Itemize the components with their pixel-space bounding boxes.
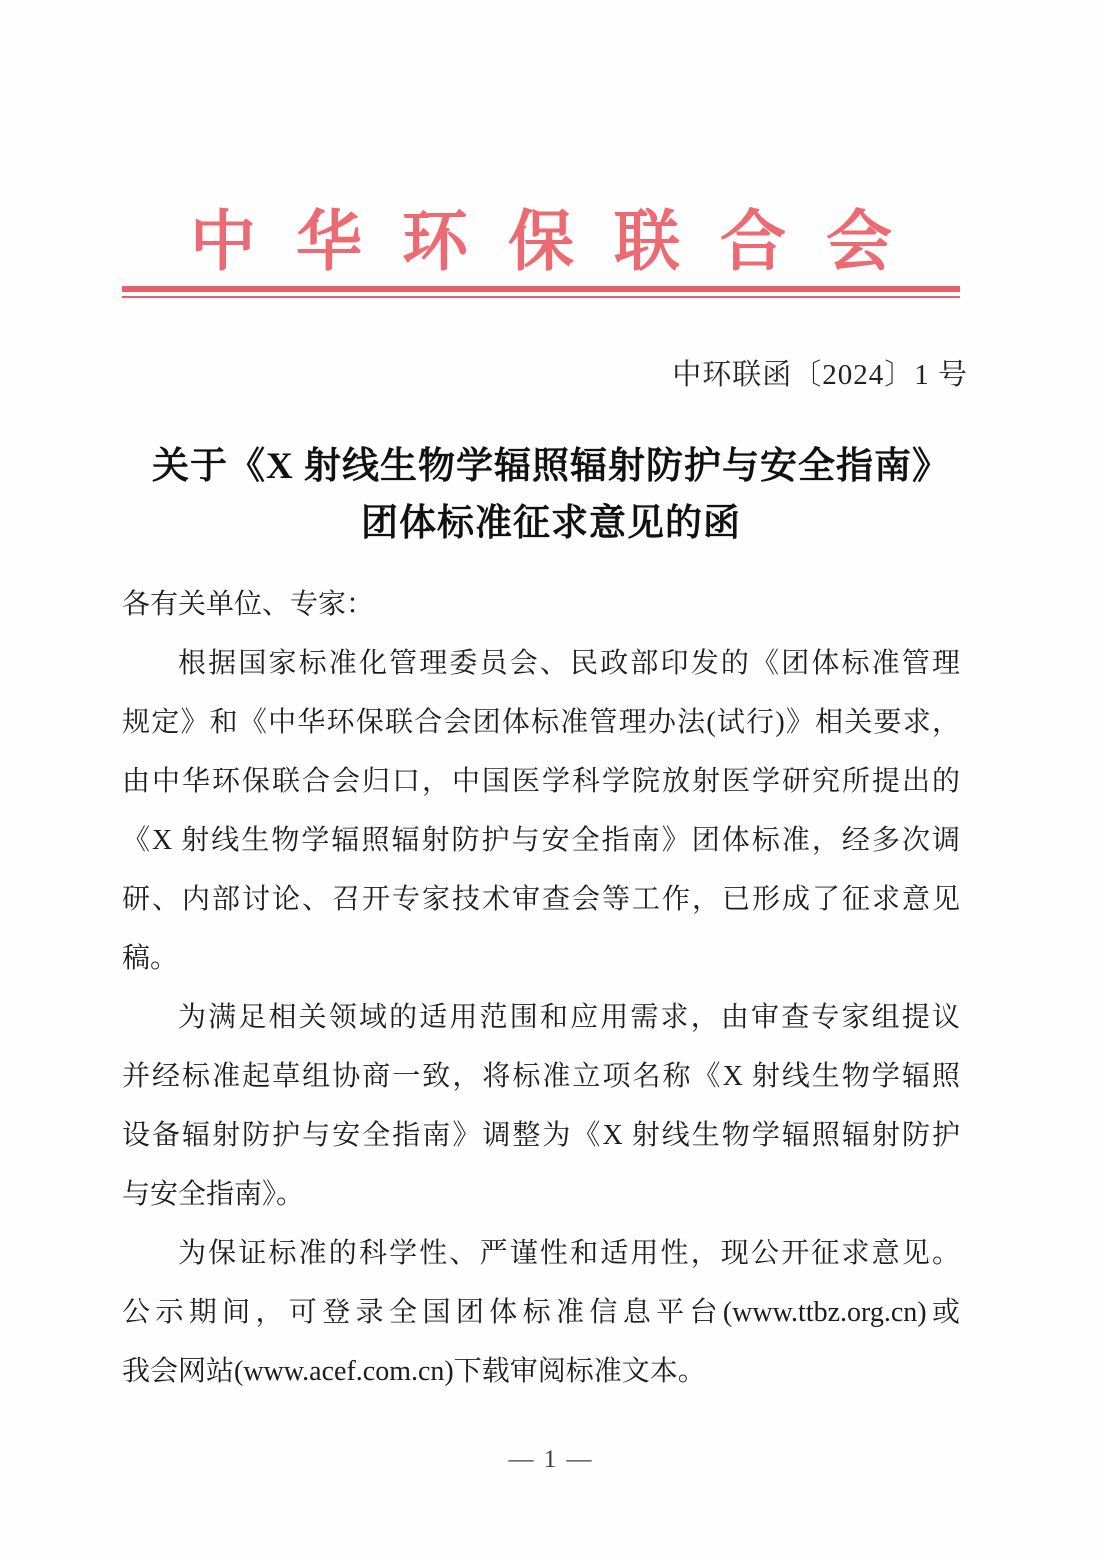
body-line: 设备辐射防护与安全指南》调整为《X 射线生物学辐照辐射防护 bbox=[122, 1120, 960, 1151]
body-line: 公示期间，可登录全国团体标准信息平台(www.ttbz.org.cn)或 bbox=[122, 1297, 960, 1328]
body-line: 为保证标准的科学性、严谨性和适用性，现公开征求意见。 bbox=[178, 1238, 960, 1269]
body-line: 由中华环保联合会归口，中国医学科学院放射医学研究所提出的 bbox=[122, 766, 960, 797]
body-line: 根据国家标准化管理委员会、民政部印发的《团体标准管理 bbox=[178, 648, 960, 679]
body-line: 研、内部讨论、召开专家技术审查会等工作，已形成了征求意见 bbox=[122, 884, 960, 915]
letterhead-org-name: 中华环保联合会 bbox=[190, 206, 932, 279]
document-title-line-2: 团体标准征求意见的函 bbox=[361, 503, 741, 544]
body-line: 并经标准起草组协商一致，将标准立项名称《X 射线生物学辐照 bbox=[122, 1061, 960, 1092]
document-title-line-1: 关于《X 射线生物学辐照辐射防护与安全指南》 bbox=[152, 446, 950, 487]
letterhead-double-rule bbox=[122, 286, 960, 298]
body-line: 我会网站(www.acef.com.cn)下载审阅标准文本。 bbox=[122, 1356, 706, 1387]
body-line: 为满足相关领域的适用范围和应用需求，由审查专家组提议 bbox=[178, 1002, 960, 1033]
body-line: 《X 射线生物学辐照辐射防护与安全指南》团体标准，经多次调 bbox=[122, 825, 960, 856]
document-title bbox=[0, 438, 1102, 552]
salutation-line: 各有关单位、专家： bbox=[122, 589, 375, 620]
letter-body bbox=[122, 575, 960, 1401]
body-line: 稿。 bbox=[122, 943, 179, 974]
body-line: 规定》和《中华环保联合会团体标准管理办法(试行)》相关要求， bbox=[122, 707, 960, 738]
page-number: — 1 — bbox=[508, 1446, 594, 1473]
document-reference-number: 中环联函〔2024〕1 号 bbox=[672, 359, 968, 391]
body-line: 与安全指南》。 bbox=[122, 1179, 305, 1210]
